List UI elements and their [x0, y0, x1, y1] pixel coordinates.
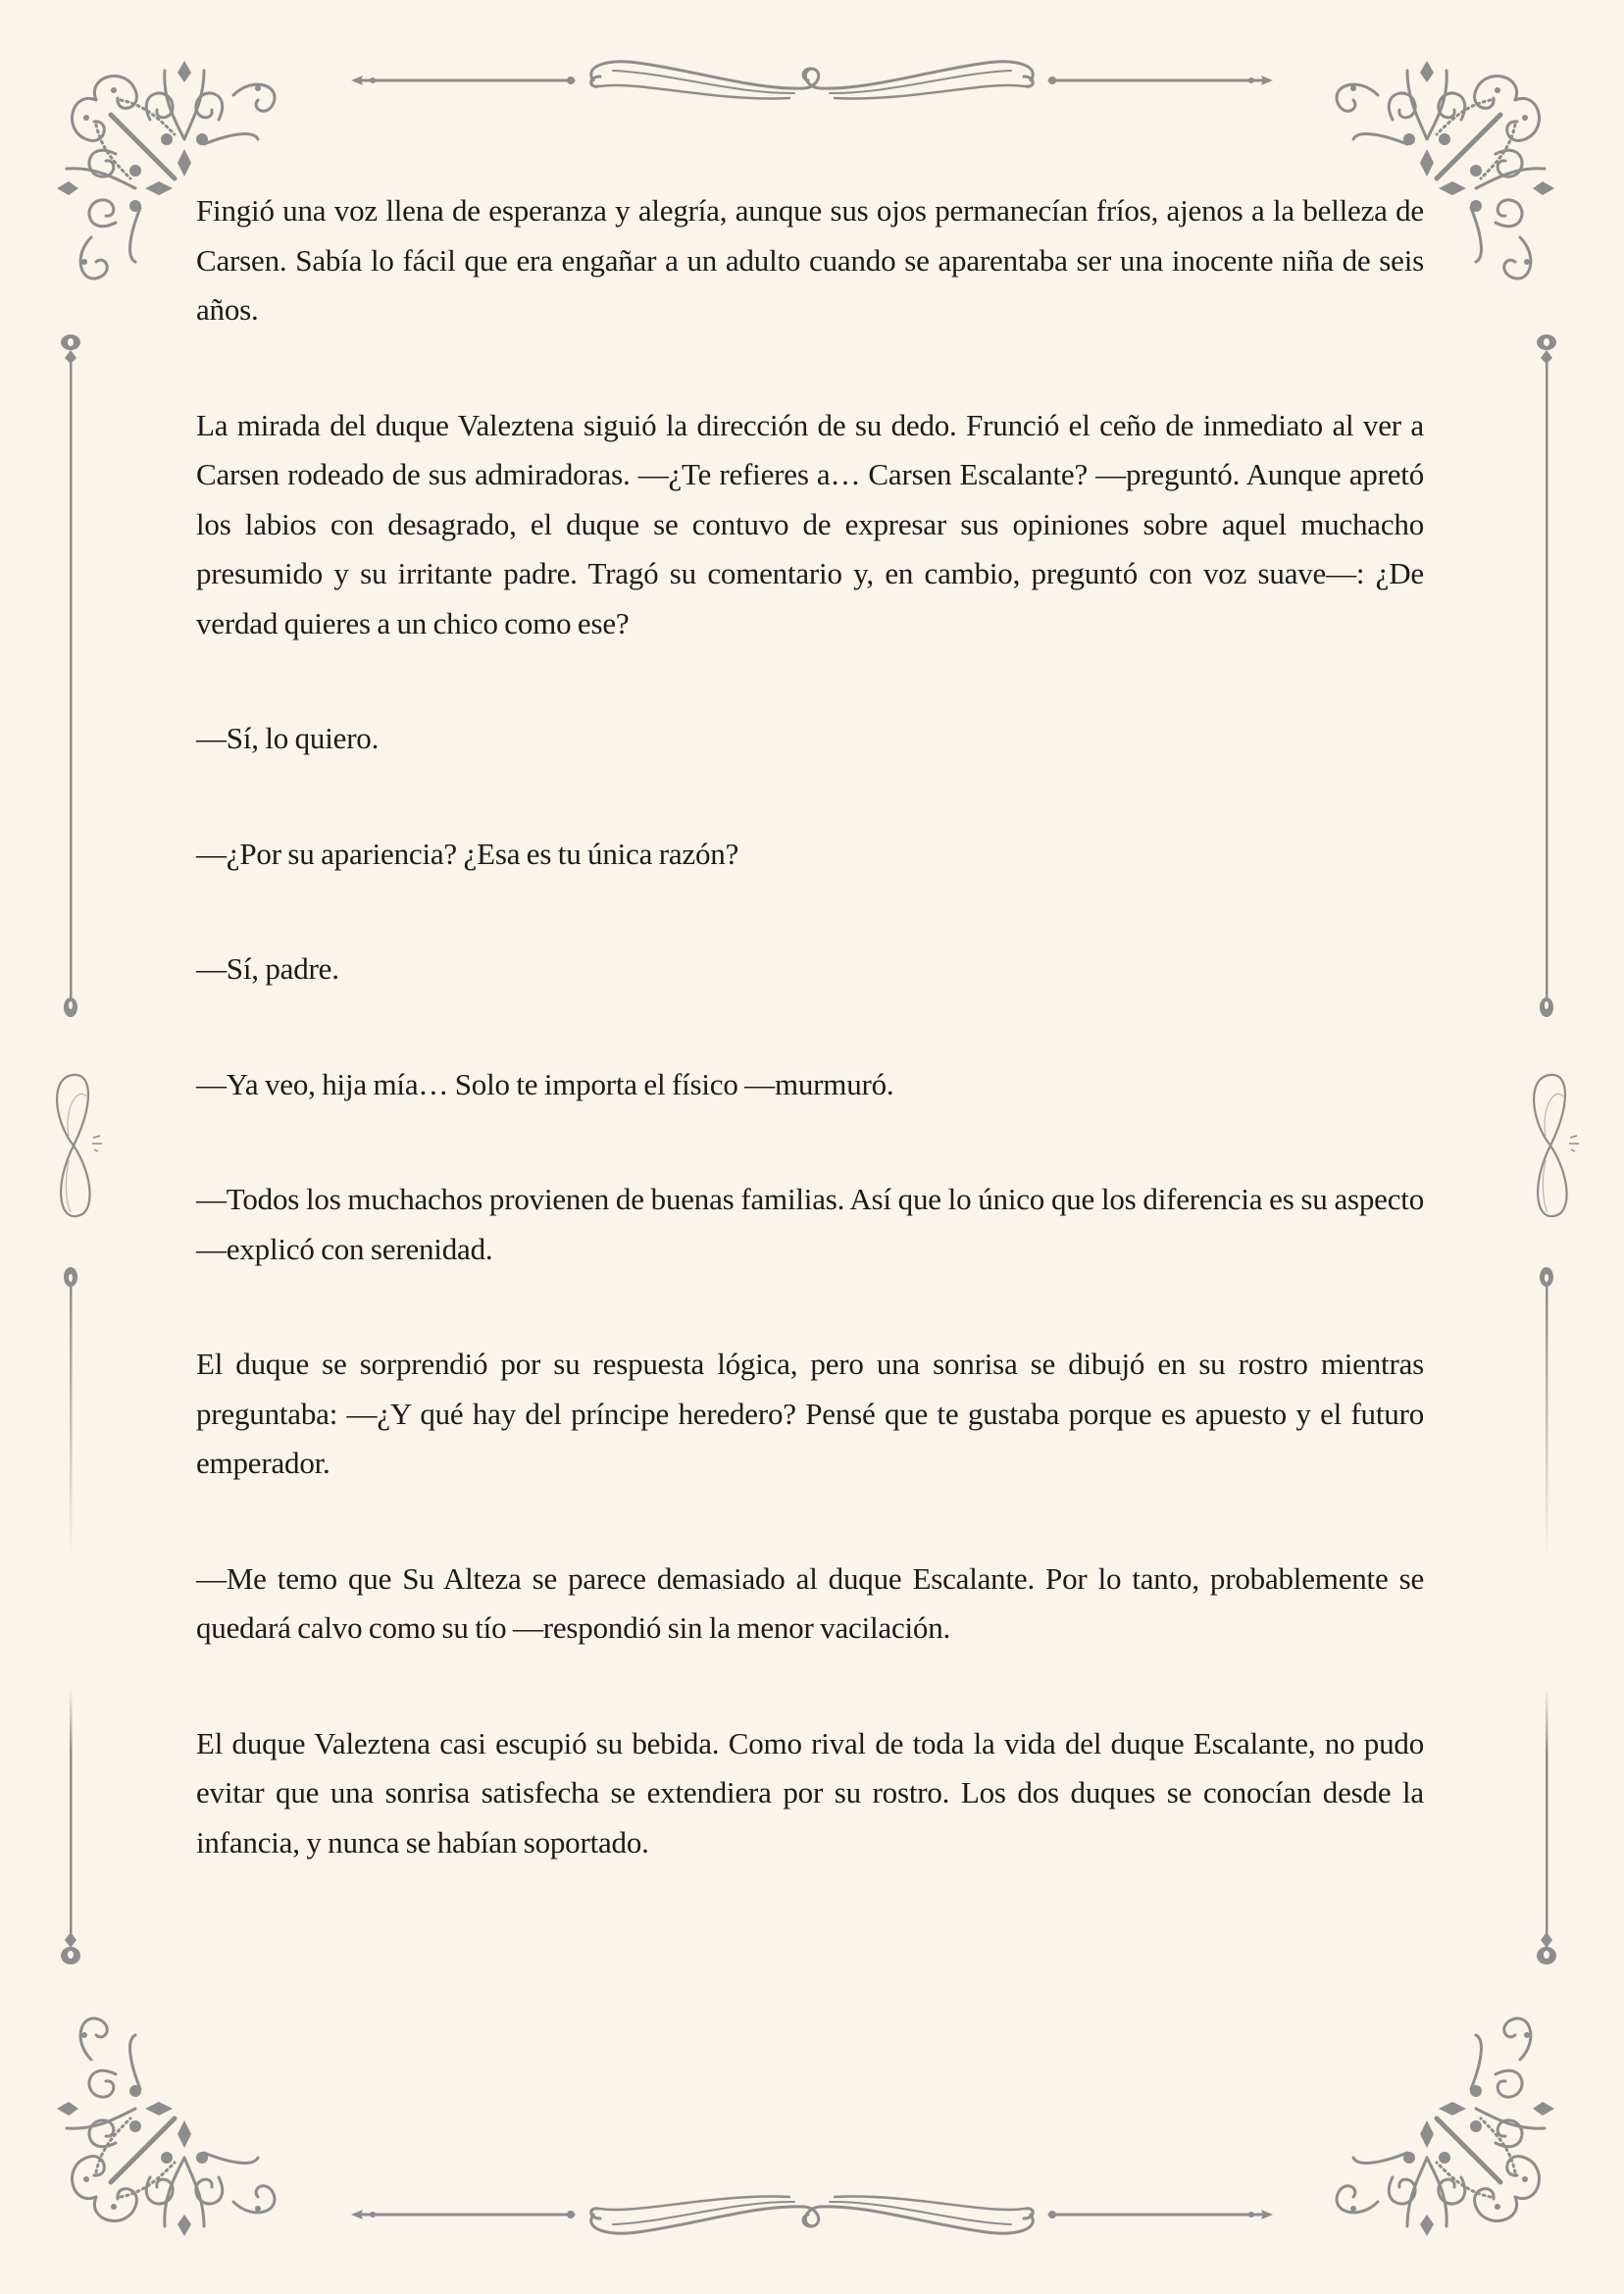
- figure-eight-knot-icon: [39, 1067, 108, 1224]
- dialogue-line: —Ya veo, hija mía… Solo te importa el físico —murmuró.: [196, 1066, 894, 1101]
- paragraph: El duque se sorprendió por su respuesta lógica, pero una sonrisa se dibujó en su rostro mientras preguntaba: —¿Y qué hay del príncipe heredero? Pensé que te gustaba porque es apuesto y el futuro emperador.: [196, 1347, 1424, 1480]
- paragraph: La mirada del duque Valeztena siguió la dirección de su dedo. Frunció el ceño de inmediato al ver a Carsen rodeado de sus admiradoras. —¿Te refieres a… Carsen Escalante? —preguntó. Aunque apretó los labios con desagrado, el duque se contuvo de expresar sus opiniones sobre aquel muchacho presumido y su irritante padre. Tragó su comentario y, en cambio, preguntó con voz suave—: ¿De verdad quieres a un chico como ese?: [196, 407, 1424, 640]
- scroll-divider-icon: [343, 51, 1281, 110]
- scroll-divider-icon: [343, 2185, 1281, 2244]
- finial-rule-icon: [57, 329, 86, 1025]
- figure-eight-knot-icon: [1516, 1067, 1585, 1224]
- flourish-corner-icon: [1319, 2001, 1554, 2236]
- dialogue-line: —¿Por su apariencia? ¿Esa es tu única razón?: [196, 836, 739, 871]
- dialogue-line: —Me temo que Su Alteza se parece demasiado al duque Escalante. Por lo tanto, probablemente se quedará calvo como su tío —respondió sin la menor vacilación.: [196, 1560, 1424, 1645]
- finial-rule-icon: [1533, 329, 1562, 1025]
- paragraph: Fingió una voz llena de esperanza y alegría, aunque sus ojos permanecían fríos, ajenos a la belleza de Carsen. Sabía lo fácil que era engañar a un adulto cuando se aparentaba ser una inocente niña de seis años.: [196, 193, 1424, 327]
- dialogue-line: —Sí, lo quiero.: [196, 721, 380, 755]
- dialogue-line: —Todos los muchachos provienen de buenas familias. Así que lo único que los diferencia es su aspecto —explicó con serenidad.: [196, 1182, 1424, 1266]
- paragraph: El duque Valeztena casi escupió su bebida. Como rival de toda la vida del duque Escalante, no pudo evitar que una sonrisa satisfecha se extendiera por su rostro. Los dos duques se conocían desde la infancia, y nunca se habían soportado.: [196, 1725, 1424, 1860]
- finial-rule-icon: [57, 1265, 86, 1971]
- flourish-corner-icon: [57, 2001, 292, 2236]
- dialogue-line: —Sí, padre.: [196, 951, 339, 986]
- page-body: [196, 186, 1424, 1933]
- finial-rule-icon: [1533, 1265, 1562, 1971]
